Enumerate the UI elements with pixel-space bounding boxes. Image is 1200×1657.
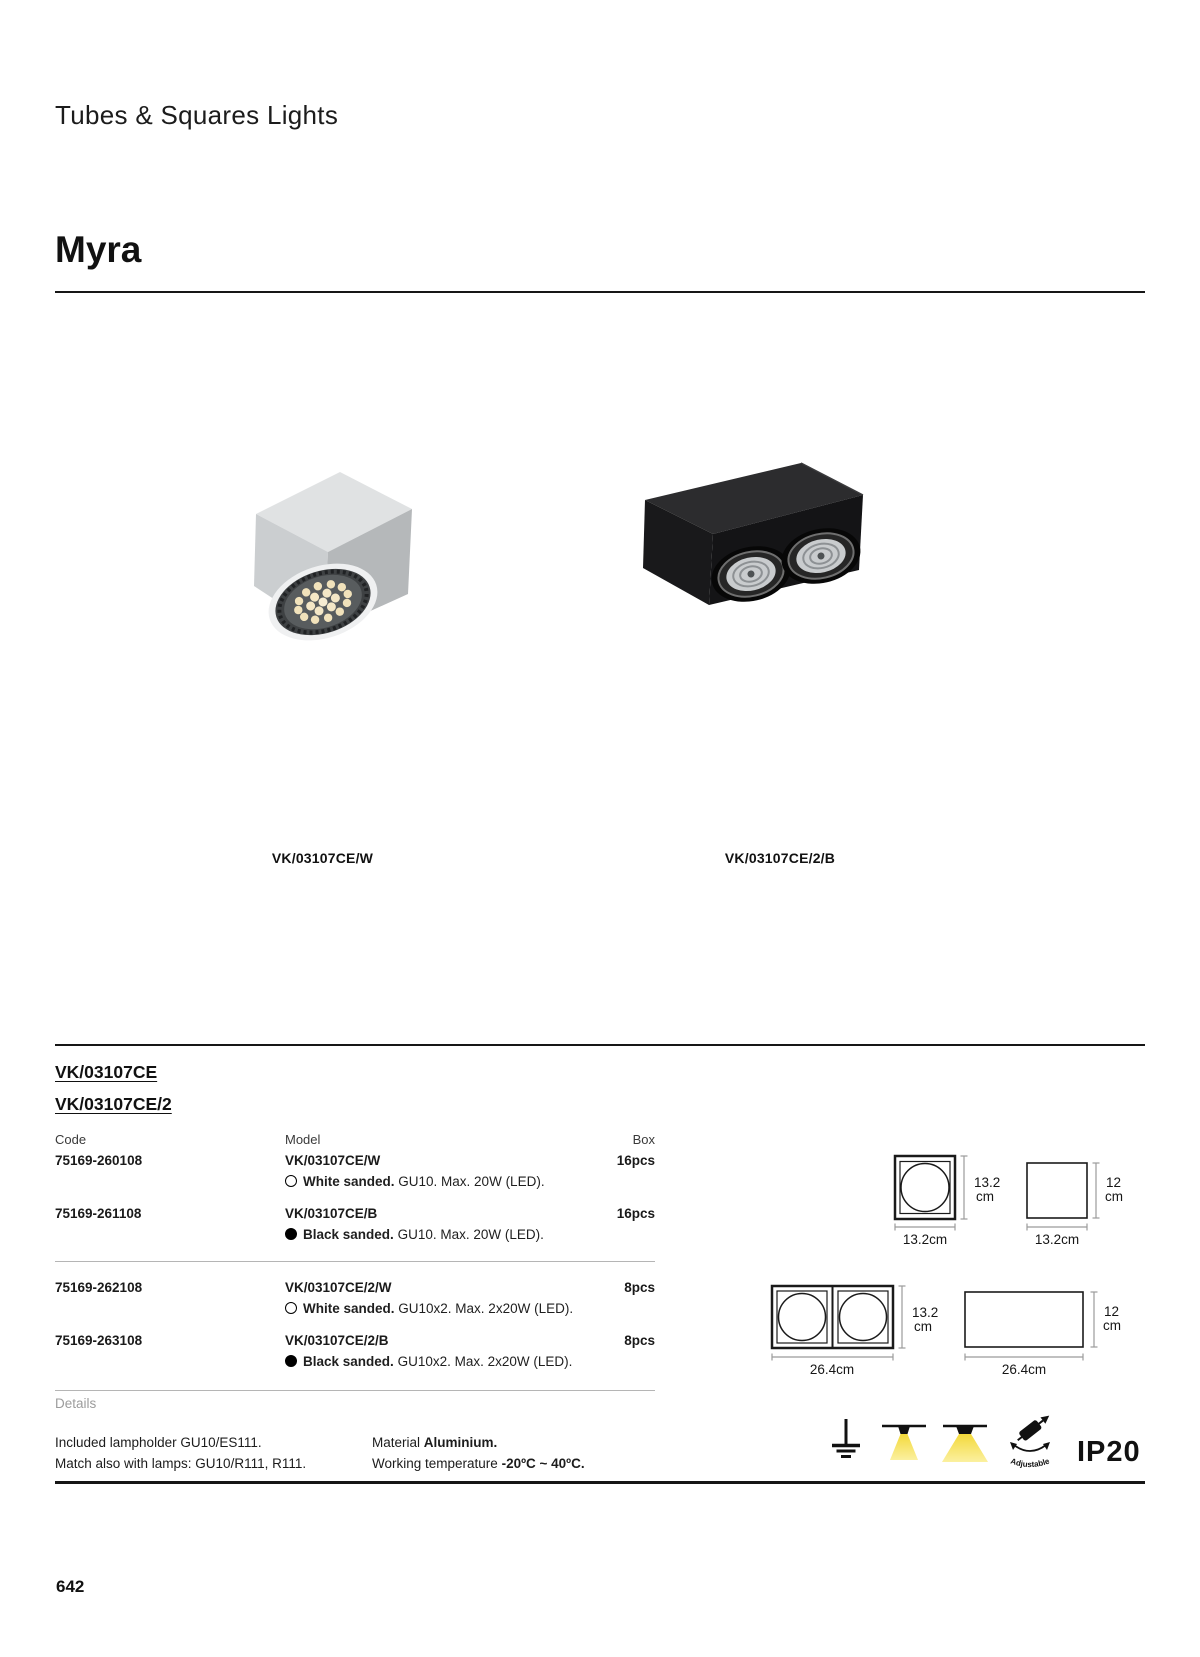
product-photo-double-black	[633, 450, 868, 625]
dimension-diagrams	[730, 1140, 1180, 1390]
details-match-lamps: Match also with lamps: GU10/R111, R111.	[55, 1456, 307, 1471]
column-header-code: Code	[55, 1132, 87, 1147]
product-model: VK/03107CE/2/B	[285, 1333, 389, 1348]
dim-height-value: 13.2	[912, 1305, 939, 1320]
table-row	[55, 1333, 655, 1375]
ground-icon	[832, 1419, 860, 1457]
dim-width-label: 26.4cm	[1001, 1362, 1047, 1377]
divider-middle	[55, 1044, 1145, 1046]
product-photo-single-white	[228, 452, 418, 642]
black-finish-swatch	[285, 1228, 297, 1240]
page-number: 642	[56, 1577, 85, 1596]
dim-single-front	[895, 1156, 1000, 1247]
product-code: 75169-262108	[55, 1280, 143, 1295]
product-description: Black sanded. GU10x2. Max. 2x20W (LED).	[285, 1354, 572, 1369]
product-code: 75169-260108	[55, 1153, 143, 1168]
feature-icons	[770, 1403, 1150, 1483]
column-header-model: Model	[285, 1132, 321, 1147]
divider-top	[55, 291, 1145, 293]
table-divider	[55, 1390, 655, 1391]
details-material: Material Aluminium.	[372, 1435, 498, 1450]
wide-beam-icon	[942, 1426, 988, 1462]
dim-single-side	[1027, 1163, 1123, 1247]
product-caption-double: VK/03107CE/2/B	[724, 850, 836, 866]
dim-double-side	[965, 1292, 1121, 1377]
dim-double-front	[772, 1286, 938, 1377]
category-title: Tubes & Squares Lights	[55, 100, 339, 130]
box-quantity: 8pcs	[624, 1333, 655, 1348]
details-included-lampholder: Included lampholder GU10/ES111.	[55, 1435, 262, 1450]
dim-width-label: 13.2cm	[902, 1232, 948, 1247]
product-model: VK/03107CE/2/W	[285, 1280, 392, 1295]
product-description: White sanded. GU10x2. Max. 2x20W (LED).	[285, 1301, 573, 1316]
dim-width-label: 13.2cm	[1034, 1232, 1080, 1247]
box-quantity: 16pcs	[616, 1206, 655, 1221]
white-finish-swatch	[285, 1175, 297, 1187]
dim-width-label: 26.4cm	[809, 1362, 855, 1377]
spec-table	[55, 1128, 655, 1398]
dim-height-value: 12	[1106, 1175, 1122, 1190]
product-description: Black sanded. GU10. Max. 20W (LED).	[285, 1227, 544, 1242]
product-model: VK/03107CE/B	[285, 1206, 378, 1221]
table-row	[55, 1153, 655, 1195]
dim-height-unit: cm	[1105, 1189, 1123, 1204]
group-code-single: VK/03107CE	[55, 1062, 158, 1082]
adjustable-label: Adjustable	[1009, 1456, 1051, 1470]
product-code: 75169-263108	[55, 1333, 143, 1348]
table-row	[55, 1280, 655, 1322]
black-finish-swatch	[285, 1355, 297, 1367]
box-quantity: 8pcs	[624, 1280, 655, 1295]
ip-rating: IP20	[1077, 1436, 1141, 1468]
product-caption-single: VK/03107CE/W	[271, 850, 374, 866]
adjustable-icon	[998, 1411, 1062, 1469]
details-working-temperature: Working temperature -20ºC ~ 40ºC.	[372, 1456, 585, 1471]
product-description: White sanded. GU10. Max. 20W (LED).	[285, 1174, 545, 1189]
group-code-double: VK/03107CE/2	[55, 1094, 172, 1114]
box-quantity: 16pcs	[616, 1153, 655, 1168]
table-divider	[55, 1261, 655, 1262]
white-finish-swatch	[285, 1302, 297, 1314]
product-code: 75169-261108	[55, 1206, 142, 1221]
dim-height-value: 13.2	[974, 1175, 1001, 1190]
narrow-beam-icon	[882, 1426, 926, 1460]
table-row	[55, 1206, 655, 1248]
svg-text:Adjustable	[1009, 1456, 1051, 1469]
dim-height-unit: cm	[914, 1319, 932, 1334]
dim-height-value: 12	[1104, 1304, 1120, 1319]
dim-height-unit: cm	[1103, 1318, 1121, 1333]
divider-bottom	[55, 1481, 1145, 1484]
page-title: Myra	[55, 229, 142, 270]
product-model: VK/03107CE/W	[285, 1153, 381, 1168]
details-label: Details	[55, 1396, 97, 1411]
dim-height-unit: cm	[976, 1189, 994, 1204]
column-header-box: Box	[632, 1132, 655, 1147]
